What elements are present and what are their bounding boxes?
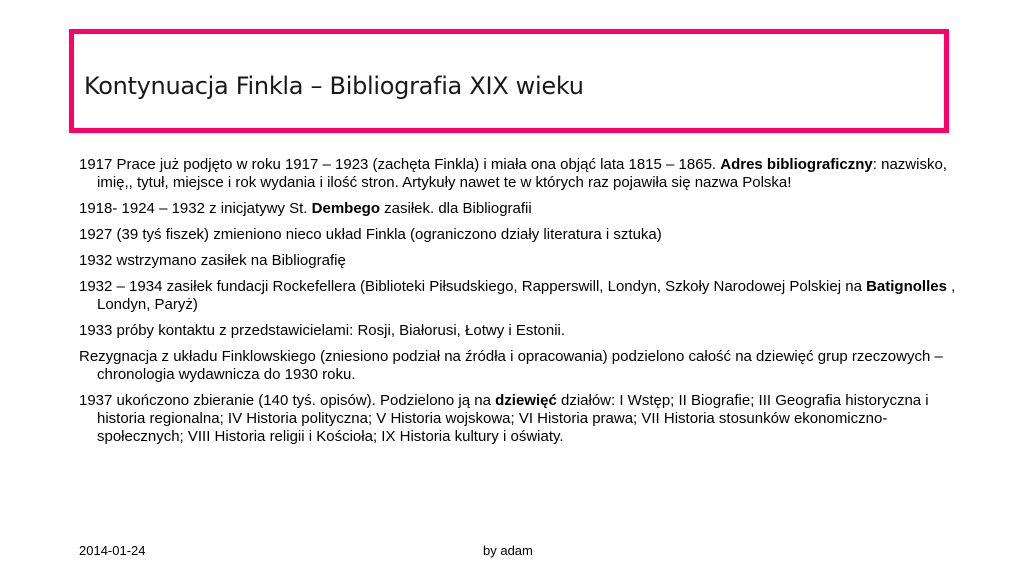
paragraph-text: : nazwisko, imię,, tytuł, miejsce i rok wydania i ilość stron. Artykuły nawet te w których raz pojawiła się nazwa Polska! — [97, 156, 947, 191]
paragraph-rezygnacja — [79, 348, 959, 384]
paragraph-bold-text: Dembego — [311, 200, 380, 217]
paragraph-text: działów: I Wstęp; II Biografie; III Geografia historyczna i historia regionalna; IV Historia polityczna; V Historia wojskowa; VI Historia prawa; VII Historia stosunków ekonomiczno-społecznych; VIII Historia religii i Kościoła; IX Historia kultury i oświaty. — [97, 392, 929, 445]
paragraph-1937 — [79, 392, 959, 446]
title-box — [69, 29, 949, 133]
paragraph-bold-text: Batignolles — [866, 278, 947, 295]
slide-title: Kontynuacja Finkla – Bibliografia XIX wieku — [84, 72, 584, 100]
paragraph-text: 1932 – 1934 zasiłek fundacji Rockefellera (Biblioteki Piłsudskiego, Rapperswill, Londyn, Szkoły Narodowej Polskiej na — [79, 278, 867, 295]
paragraph-1932-rockefeller — [79, 278, 959, 314]
paragraph-bold-text: Adres bibliograficzny — [720, 156, 873, 173]
paragraph-1918 — [79, 200, 959, 218]
slide-content — [79, 156, 959, 454]
paragraph-text: 1917 Prace już podjęto w roku 1917 – 1923 (zachęta Finkla) i miała ona objąć lata 1815 – 1865. — [79, 156, 721, 173]
paragraph-text: 1933 próby kontaktu z przedstawicielami: Rosji, Białorusi, Łotwy i Estonii. — [79, 322, 566, 339]
paragraph-bold-text: dziewięć — [495, 392, 557, 409]
paragraph-1917 — [79, 156, 959, 192]
paragraph-text: 1932 wstrzymano zasiłek na Bibliografię — [79, 252, 346, 269]
paragraph-text: zasiłek. dla Bibliografii — [379, 200, 532, 217]
paragraph-text: 1937 ukończono zbieranie (140 tyś. opisów). Podzielono ją na — [79, 392, 496, 409]
paragraph-text: 1918- 1924 – 1932 z inicjatywy St. — [79, 200, 312, 217]
paragraph-1933 — [79, 322, 959, 340]
footer-date: 2014-01-24 — [79, 543, 146, 558]
paragraph-1927 — [79, 226, 959, 244]
paragraph-text: 1927 (39 tyś fiszek) zmieniono nieco układ Finkla (ograniczono działy literatura i sztuka) — [79, 226, 662, 243]
footer-author: by adam — [483, 543, 533, 558]
paragraph-text: Rezygnacja z układu Finklowskiego (zniesiono podział na źródła i opracowania) podzielono całość na dziewięć grup rzeczowych – chronologia wydawnicza do 1930 roku. — [79, 348, 943, 383]
paragraph-1932-stop — [79, 252, 959, 270]
paragraph-text: , Londyn, Paryż) — [97, 278, 956, 313]
